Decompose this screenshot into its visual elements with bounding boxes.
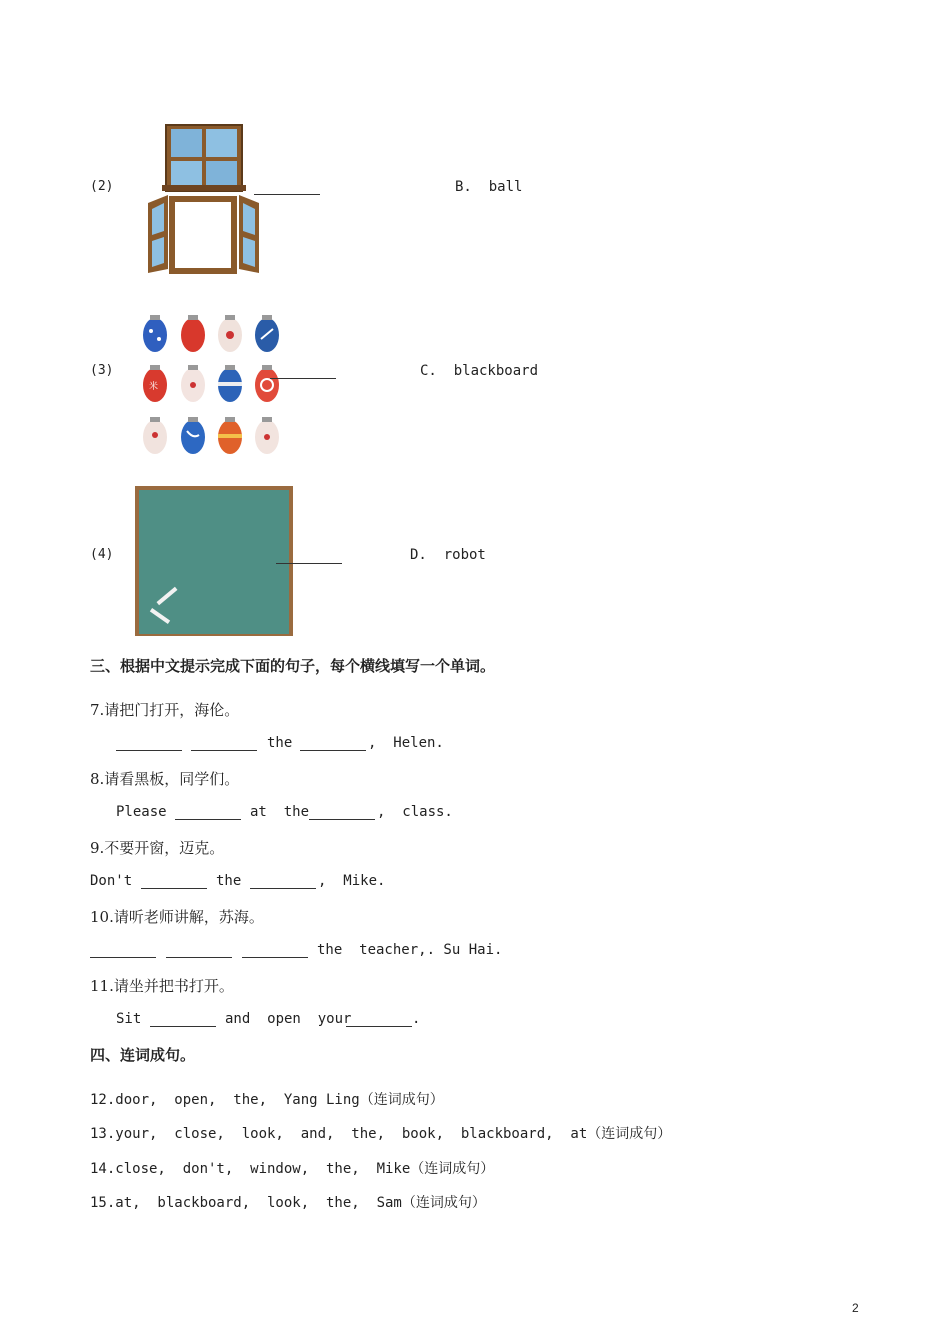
q8-text-2: at the bbox=[250, 804, 310, 820]
q11-text-3: . bbox=[412, 1011, 421, 1027]
option-c: C. blackboard bbox=[420, 363, 539, 379]
q7-text-2: , Helen. bbox=[368, 735, 444, 751]
option-d: D. robot bbox=[410, 547, 486, 563]
answer-blank[interactable] bbox=[166, 957, 232, 958]
answer-blank[interactable] bbox=[276, 563, 342, 564]
item-number-3: (3) bbox=[90, 363, 114, 378]
answer-blank[interactable] bbox=[116, 750, 182, 751]
q11-text-2: and open your bbox=[225, 1011, 352, 1027]
answer-blank[interactable] bbox=[242, 957, 308, 958]
q8-text-1: Please bbox=[116, 804, 167, 820]
item-number-2: (2) bbox=[90, 179, 114, 194]
q14: 14.close, don't, window, the, Mike（连词成句） bbox=[90, 1161, 495, 1177]
item-number-4: (4) bbox=[90, 547, 114, 562]
q15: 15.at, blackboard, look, the, Sam（连词成句） bbox=[90, 1195, 486, 1211]
window-image bbox=[127, 104, 242, 256]
blackboard-image bbox=[116, 467, 274, 617]
answer-blank[interactable] bbox=[141, 888, 207, 889]
answer-blank[interactable] bbox=[90, 957, 156, 958]
q7-prompt: 7.请把门打开，海伦。 bbox=[90, 701, 240, 719]
section-3-title: 三、根据中文提示完成下面的句子，每个横线填写一个单词。 bbox=[90, 657, 496, 675]
answer-blank[interactable] bbox=[309, 819, 375, 820]
baubles-image bbox=[120, 290, 265, 440]
answer-blank[interactable] bbox=[175, 819, 241, 820]
q12: 12.door, open, the, Yang Ling（连词成句） bbox=[90, 1092, 444, 1108]
answer-blank[interactable] bbox=[254, 194, 320, 195]
q7-text-1: the bbox=[267, 735, 293, 751]
q9-text-1: Don't bbox=[90, 873, 133, 889]
answer-blank[interactable] bbox=[346, 1026, 412, 1027]
answer-blank[interactable] bbox=[270, 378, 336, 379]
q10-prompt: 10.请听老师讲解，苏海。 bbox=[90, 908, 264, 926]
q13: 13.your, close, look, and, the, book, blackboard, at（连词成句） bbox=[90, 1126, 672, 1142]
q9-prompt: 9.不要开窗，迈克。 bbox=[90, 839, 225, 857]
page-number: 2 bbox=[852, 1301, 859, 1315]
q8-text-3: , class. bbox=[377, 804, 453, 820]
answer-blank[interactable] bbox=[300, 750, 366, 751]
q10-text-1: the teacher,. Su Hai. bbox=[317, 942, 503, 958]
q11-prompt: 11.请坐并把书打开。 bbox=[90, 977, 234, 995]
svg-text:米: 米 bbox=[149, 382, 159, 392]
option-b: B. ball bbox=[455, 179, 523, 195]
q9-text-3: , Mike. bbox=[318, 873, 386, 889]
q8-prompt: 8.请看黑板，同学们。 bbox=[90, 770, 240, 788]
answer-blank[interactable] bbox=[250, 888, 316, 889]
section-4-title: 四、连词成句。 bbox=[90, 1046, 196, 1064]
q11-text-1: Sit bbox=[116, 1011, 142, 1027]
answer-blank[interactable] bbox=[191, 750, 257, 751]
answer-blank[interactable] bbox=[150, 1026, 216, 1027]
q9-text-2: the bbox=[216, 873, 242, 889]
